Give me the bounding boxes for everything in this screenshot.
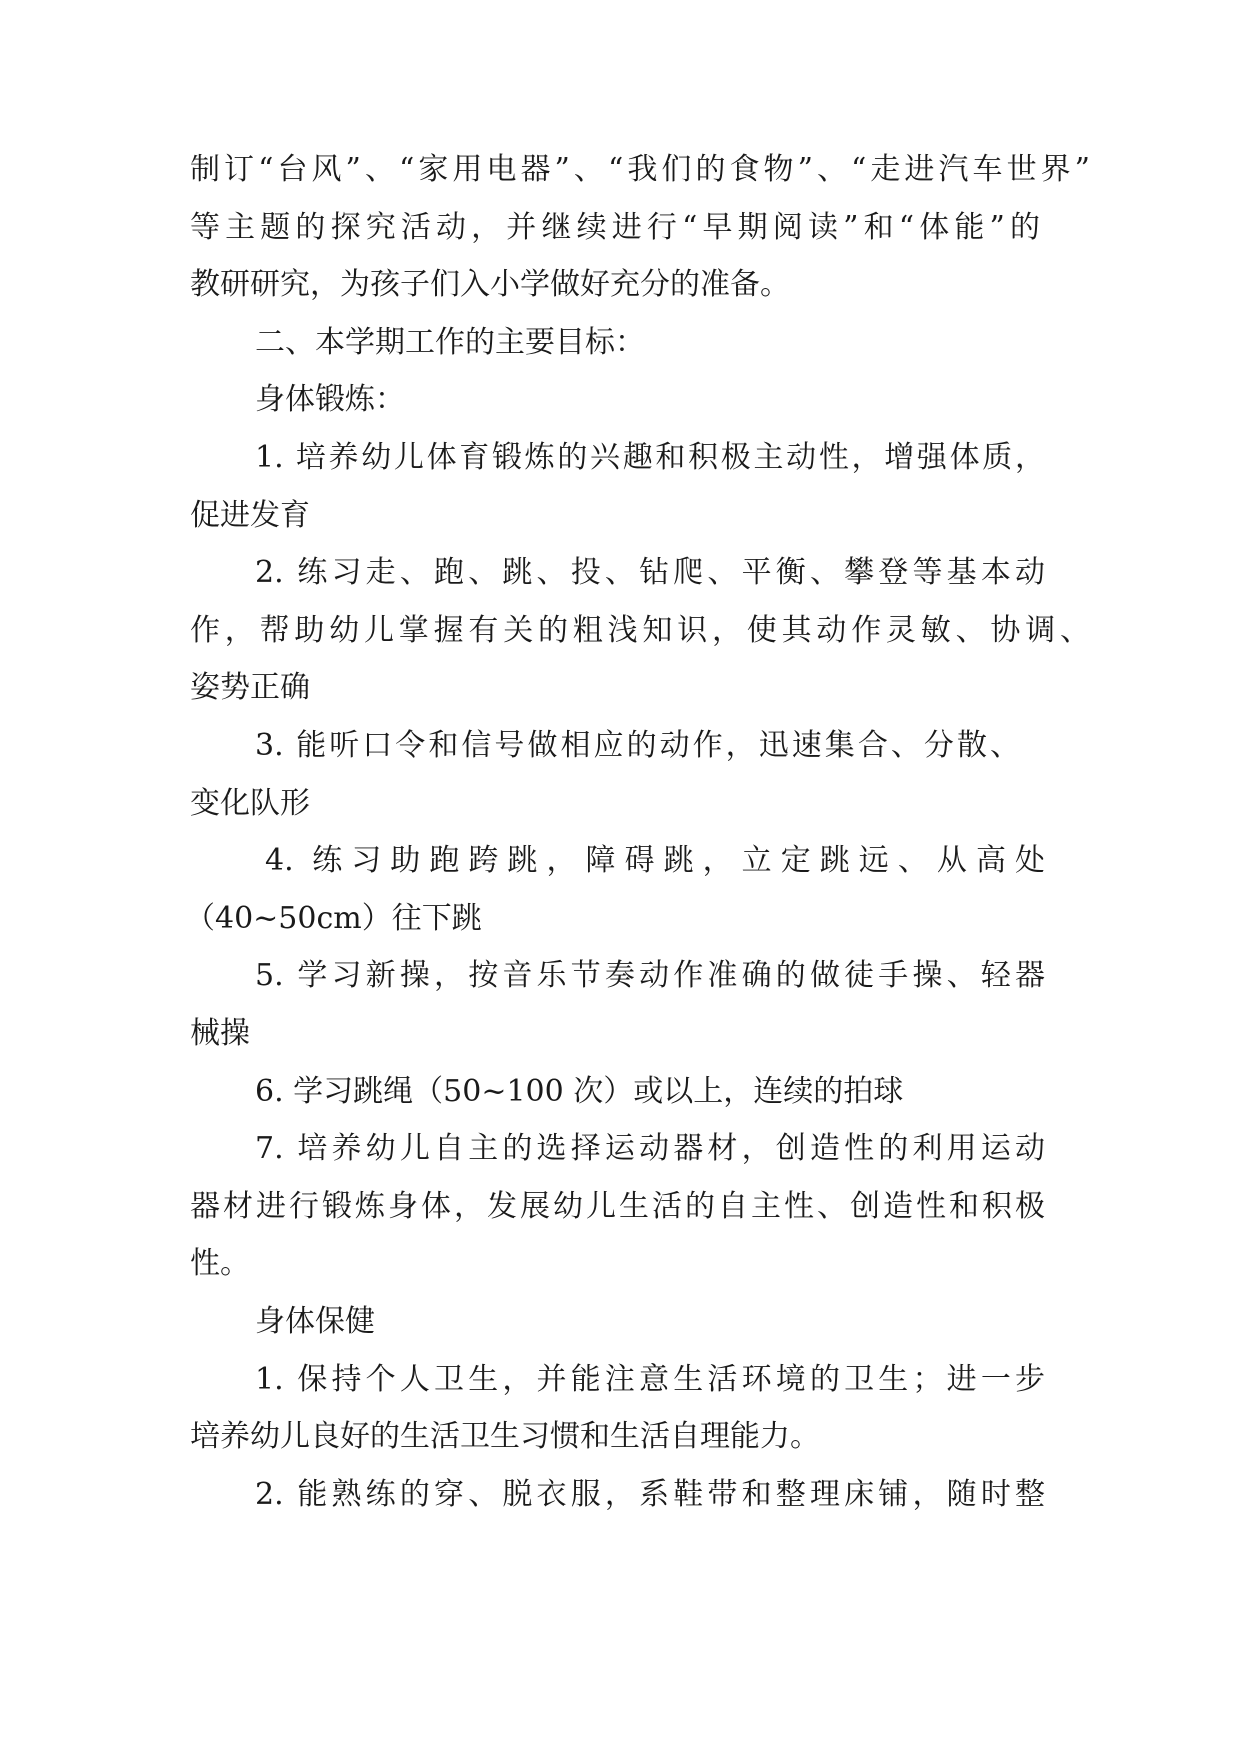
text-line: 制订“台风”、“家用电器”、“我们的食物”、“走进汽车世界”	[190, 152, 1090, 187]
list-item: 1. 培养幼儿体育锻炼的兴趣和积极主动性，增强体质，	[255, 440, 1045, 475]
subsection-heading: 身体保健	[255, 1304, 375, 1339]
list-item: 2. 练习走、跑、跳、投、钻爬、平衡、攀登等基本动	[255, 555, 1045, 590]
text-line: 变化队形	[190, 786, 310, 821]
text-line: 性。	[190, 1246, 250, 1281]
text-line: 等主题的探究活动，并继续进行“早期阅读”和“体能”的	[190, 210, 1040, 245]
list-item: 5. 学习新操，按音乐节奏动作准确的做徒手操、轻器	[255, 958, 1045, 993]
text-line: 教研研究，为孩子们入小学做好充分的准备。	[190, 267, 790, 302]
list-item: 1. 保持个人卫生，并能注意生活环境的卫生；进一步	[255, 1362, 1045, 1397]
text-line: （40~50cm）往下跳	[185, 901, 482, 936]
text-line: 促进发育	[190, 498, 310, 533]
list-item: 2. 能熟练的穿、脱衣服，系鞋带和整理床铺，随时整	[255, 1477, 1045, 1512]
list-item: 6. 学习跳绳（50~100 次）或以上，连续的拍球	[255, 1074, 904, 1109]
section-heading: 二、本学期工作的主要目标：	[255, 325, 645, 360]
text-line: 培养幼儿良好的生活卫生习惯和生活自理能力。	[190, 1419, 820, 1454]
list-item: 3. 能听口令和信号做相应的动作，迅速集合、分散、	[255, 728, 1020, 763]
list-item: 4. 练习助跑跨跳，障碍跳，立定跳远、从高处	[265, 843, 1045, 878]
text-line: 姿势正确	[190, 670, 310, 705]
subsection-heading: 身体锻炼：	[255, 382, 405, 417]
list-item: 7. 培养幼儿自主的选择运动器材，创造性的利用运动	[255, 1131, 1045, 1166]
text-line: 器材进行锻炼身体，发展幼儿生活的自主性、创造性和积极	[190, 1189, 1045, 1224]
text-line: 械操	[190, 1016, 250, 1051]
text-line: 作，帮助幼儿掌握有关的粗浅知识，使其动作灵敏、协调、	[190, 613, 1090, 648]
